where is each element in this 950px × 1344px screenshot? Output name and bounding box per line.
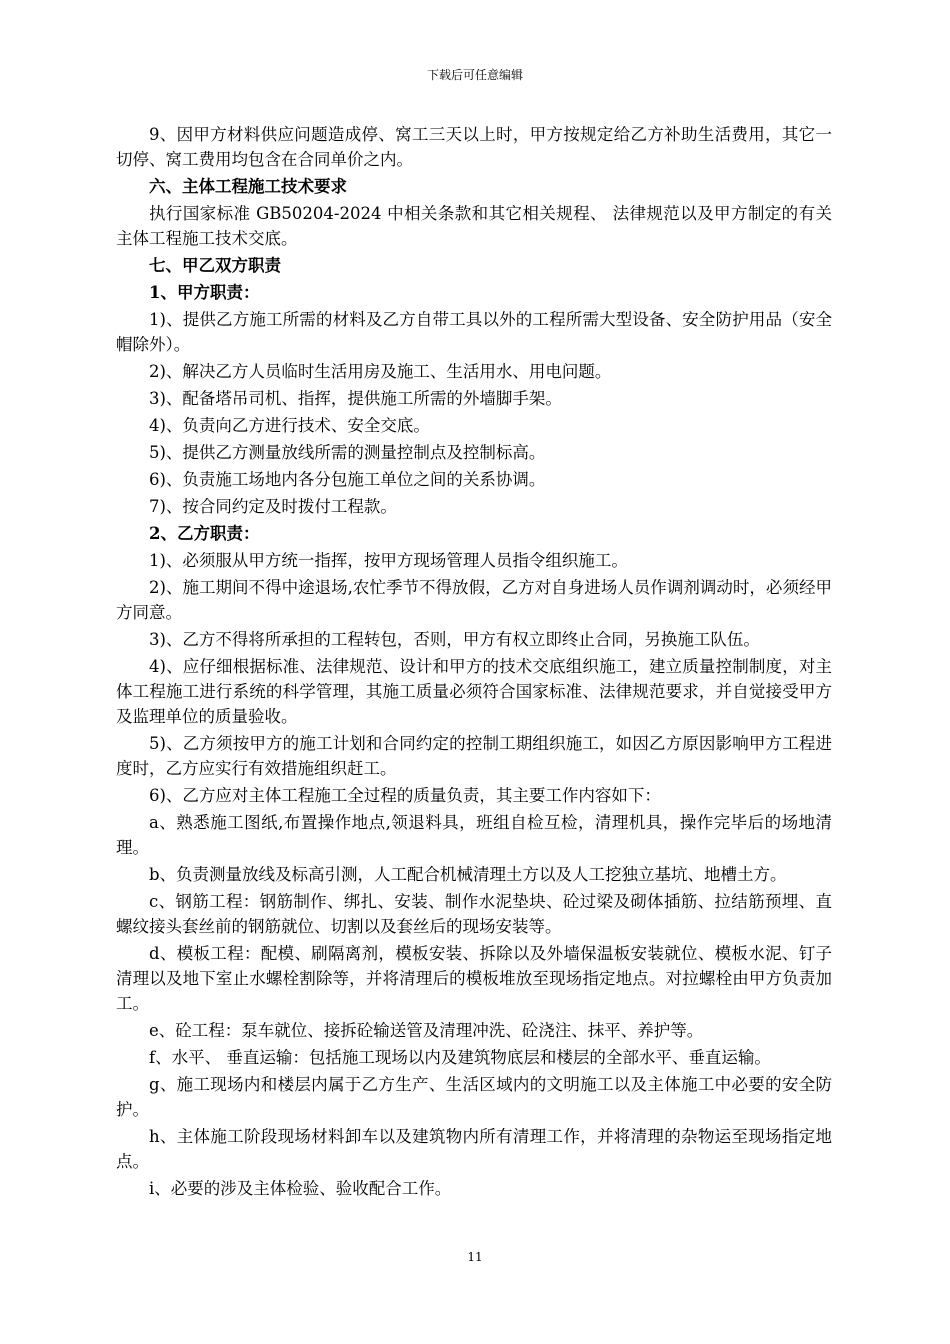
page-number: 11 (467, 1250, 483, 1264)
paragraph: 执行国家标准 GB50204-2024 中相关条款和其它相关规程、 法律规范以及甲方制定的有关主体工程施工技术交底。 (116, 204, 832, 248)
paragraph: i、必要的涉及主体检验、验收配合工作。 (149, 1179, 452, 1198)
paragraph: 1)、必须服从甲方统一指挥，按甲方现场管理人员指令组织施工。 (149, 551, 628, 570)
paragraph: 6)、负责施工场地内各分包施工单位之间的关系协调。 (149, 470, 546, 489)
paragraph: 5)、乙方须按甲方的施工计划和合同约定的控制工期组织施工，如因乙方原因影响甲方工程进度时，乙方应实行有效措施组织赶工。 (116, 734, 832, 778)
paragraph: 4)、负责向乙方进行技术、安全交底。 (149, 416, 430, 435)
paragraph: 6)、乙方应对主体工程施工全过程的质量负责，其主要工作内容如下： (149, 786, 661, 805)
paragraph: 4)、应仔细根据标准、法律规范、设计和甲方的技术交底组织施工，建立质量控制制度，对主体工程施工进行系统的科学管理，其施工质量必须符合国家标准、法律规范要求，并自觉接受甲方及监理单位的质量验收。 (116, 657, 832, 726)
paragraph: a、熟悉施工图纸,布置操作地点,领退料具，班组自检互检，清理机具，操作完毕后的场地清理。 (116, 813, 832, 857)
paragraph: f、水平、 垂直运输：包括施工现场以内及建筑物底层和楼层的全部水平、垂直运输。 (149, 1048, 771, 1067)
paragraph: e、砼工程：泵车就位、接拆砼输送管及清理冲洗、砼浇注、抹平、养护等。 (149, 1021, 704, 1040)
section-heading: 1、甲方职责： (149, 283, 260, 302)
section-heading: 七、甲乙双方职责 (149, 256, 281, 275)
paragraph: d、模板工程：配模、刷隔离剂，模板安装、拆除以及外墙保温板安装就位、模板水泥、钉子清理以及地下室止水螺栓割除等，并将清理后的模板堆放至现场指定地点。对拉螺栓由甲方负责加工。 (116, 944, 832, 1013)
paragraph: 2)、施工期间不得中途退场,农忙季节不得放假，乙方对自身进场人员作调剂调动时，必须经甲方同意。 (116, 578, 832, 622)
paragraph: 2)、解决乙方人员临时生活用房及施工、生活用水、用电问题。 (149, 362, 612, 381)
page-header: 下载后可任意编辑 (426, 68, 523, 82)
paragraph: g、施工现场内和楼层内属于乙方生产、生活区域内的文明施工以及主体施工中必要的安全防护。 (116, 1075, 832, 1119)
paragraph: b、负责测量放线及标高引测，人工配合机械清理土方以及人工挖独立基坑、地槽土方。 (149, 865, 787, 884)
paragraph: 9、因甲方材料供应问题造成停、窝工三天以上时，甲方按规定给乙方补助生活费用，其它一切停、窝工费用均包含在合同单价之内。 (116, 125, 832, 169)
paragraph: c、钢筋工程：钢筋制作、绑扎、安装、制作水泥垫块、砼过梁及砌体插筋、拉结筋预埋、直螺纹接头套丝前的钢筋就位、切割以及套丝后的现场安装等。 (116, 892, 832, 936)
paragraph: 5)、提供乙方测量放线所需的测量控制点及控制标高。 (149, 443, 546, 462)
document-body (116, 122, 832, 1203)
paragraph: 7)、按合同约定及时拨付工程款。 (149, 497, 397, 516)
paragraph: 1)、提供乙方施工所需的材料及乙方自带工具以外的工程所需大型设备、安全防护用品（安全帽除外）。 (116, 310, 832, 354)
section-heading: 2、乙方职责： (149, 524, 260, 543)
section-heading: 六、主体工程施工技术要求 (149, 177, 347, 196)
paragraph: h、主体施工阶段现场材料卸车以及建筑物内所有清理工作，并将清理的杂物运至现场指定地点。 (116, 1127, 832, 1171)
paragraph: 3)、乙方不得将所承担的工程转包，否则，甲方有权立即终止合同，另换施工队伍。 (149, 630, 760, 649)
paragraph: 3)、配备塔吊司机、指挥，提供施工所需的外墙脚手架。 (149, 389, 562, 408)
